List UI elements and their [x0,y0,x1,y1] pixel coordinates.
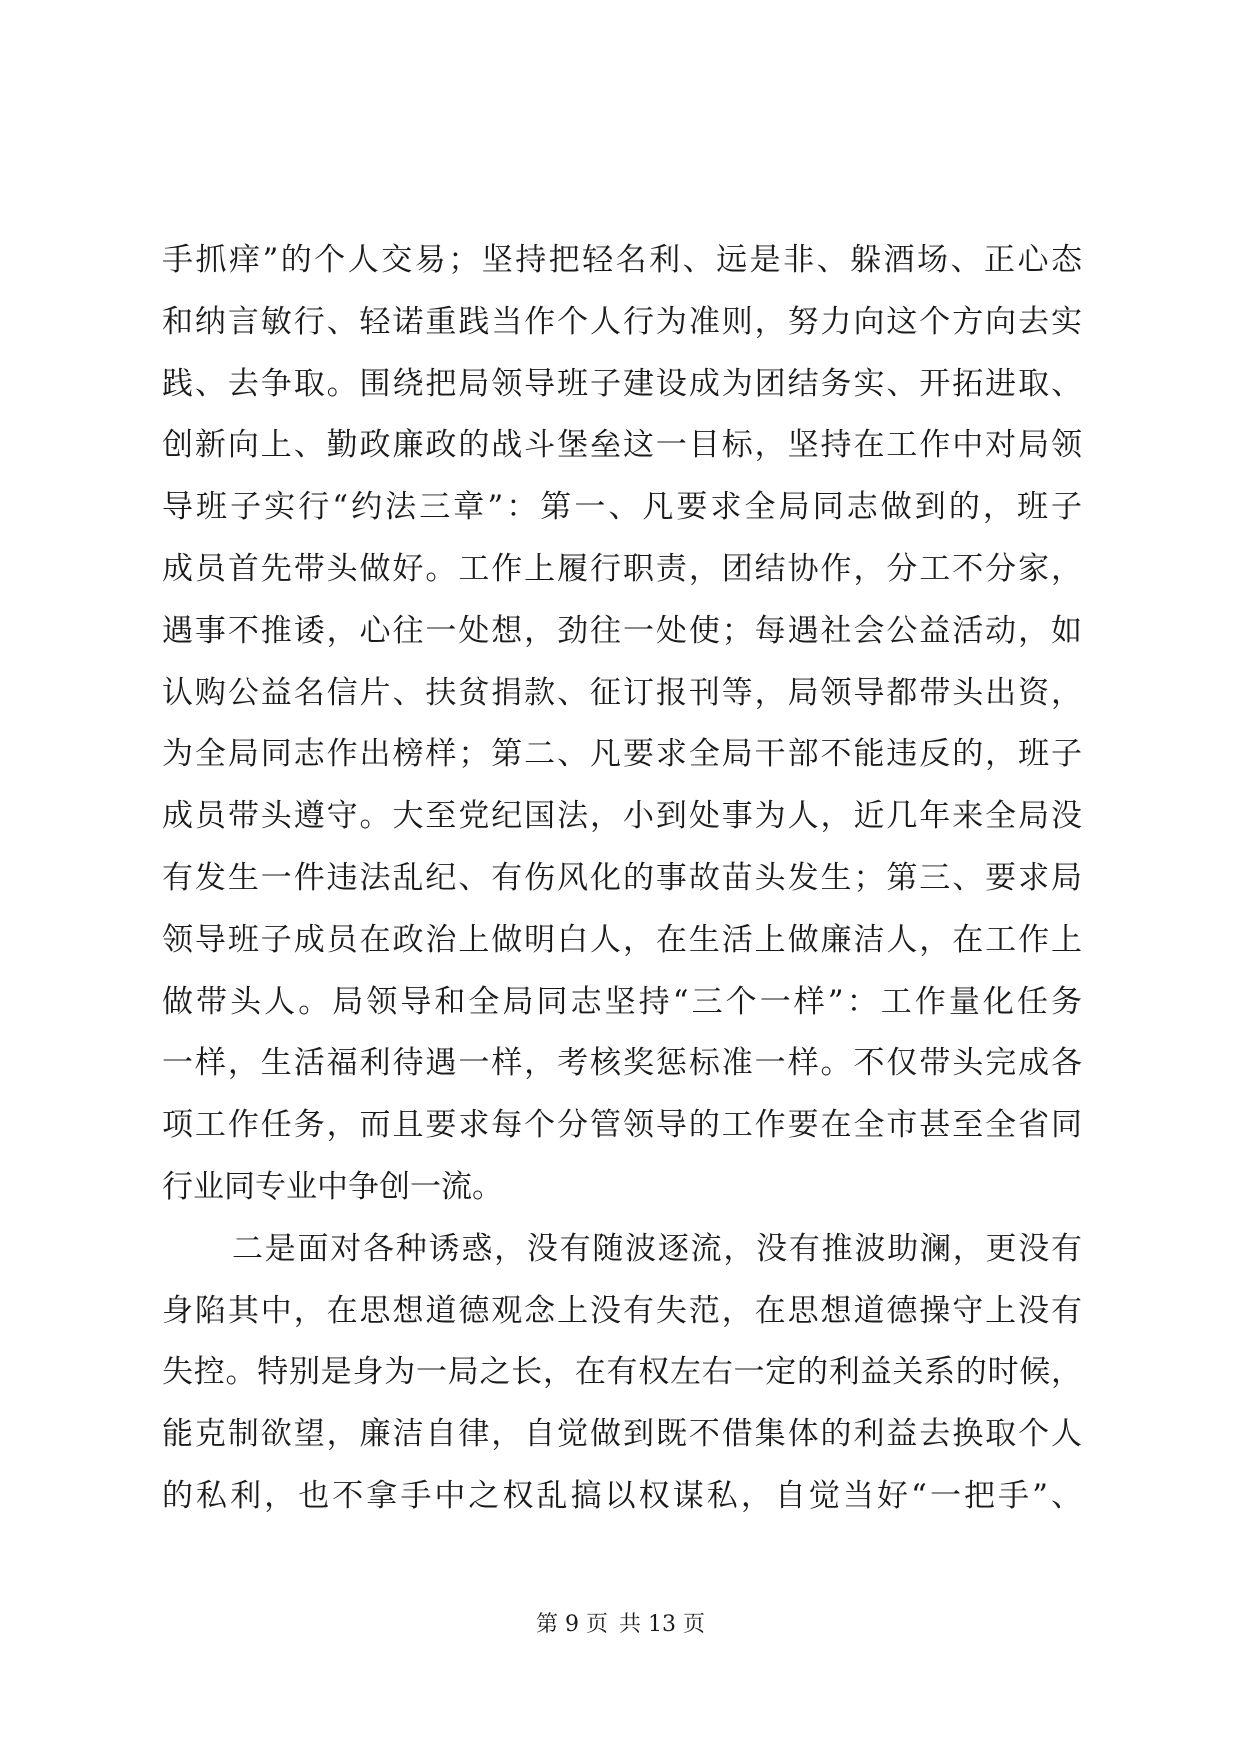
text-line: 手抓痒”的个人交易；坚持把轻名利、远是非、躲酒场、正心态 [162,242,1082,278]
paragraph-1 [162,230,1082,1219]
paragraph-2 [162,1219,1082,1528]
text-line: 二是面对各种诱惑，没有随波逐流，没有推波助澜，更没有 [232,1230,1082,1267]
text-line: 有发生一件违法乱纪、有伤风化的事故苗头发生；第三、要求局 [162,859,1082,896]
text-line: 行业同专业中争创一流。 [162,1168,503,1205]
text-line: 为全局同志作出榜样；第二、凡要求全局干部不能违反的，班子 [162,736,1082,773]
text-line: 遇事不推诿，心往一处想，劲往一处使；每遇社会公益活动，如 [162,612,1082,649]
text-line: 项工作任务，而且要求每个分管领导的工作要在全市甚至全省同 [162,1107,1082,1144]
text-line: 成员首先带头做好。工作上履行职责，团结协作，分工不分家， [162,550,1082,587]
text-line: 失控。特别是身为一局之长，在有权左右一定的利益关系的时候， [162,1354,1082,1391]
body-text [162,230,1082,1528]
text-line: 能克制欲望，廉洁自律，自觉做到既不借集体的利益去换取个人 [162,1416,1082,1453]
text-line: 做带头人。局领导和全局同志坚持“三个一样”：工作量化任务 [162,983,1082,1020]
text-line: 创新向上、勤政廉政的战斗堡垒这一目标，坚持在工作中对局领 [162,427,1082,464]
text-line: 导班子实行“约法三章”：第一、凡要求全局同志做到的，班子 [162,489,1082,526]
text-line: 认购公益名信片、扶贫捐款、征订报刊等，局领导都带头出资， [162,674,1082,711]
text-line: 身陷其中，在思想道德观念上没有失范，在思想道德操守上没有 [162,1292,1082,1329]
page-number: 第 9 页 [536,1612,608,1637]
text-line: 一样，生活福利待遇一样，考核奖惩标准一样。不仅带头完成各 [162,1045,1082,1082]
text-line: 领导班子成员在政治上做明白人，在生活上做廉洁人，在工作上 [162,921,1082,958]
page-footer [0,1607,1241,1638]
text-line: 的私利，也不拿手中之权乱搞以权谋私，自觉当好“一把手”、 [162,1477,1082,1514]
text-line: 和纳言敏行、轻诺重践当作个人行为准则，努力向这个方向去实 [162,303,1082,340]
page-total: 共 13 页 [619,1612,705,1637]
text-line: 践、去争取。围绕把局领导班子建设成为团结务实、开拓进取、 [162,365,1082,402]
text-line: 成员带头遵守。大至党纪国法，小到处事为人，近几年来全局没 [162,798,1082,835]
